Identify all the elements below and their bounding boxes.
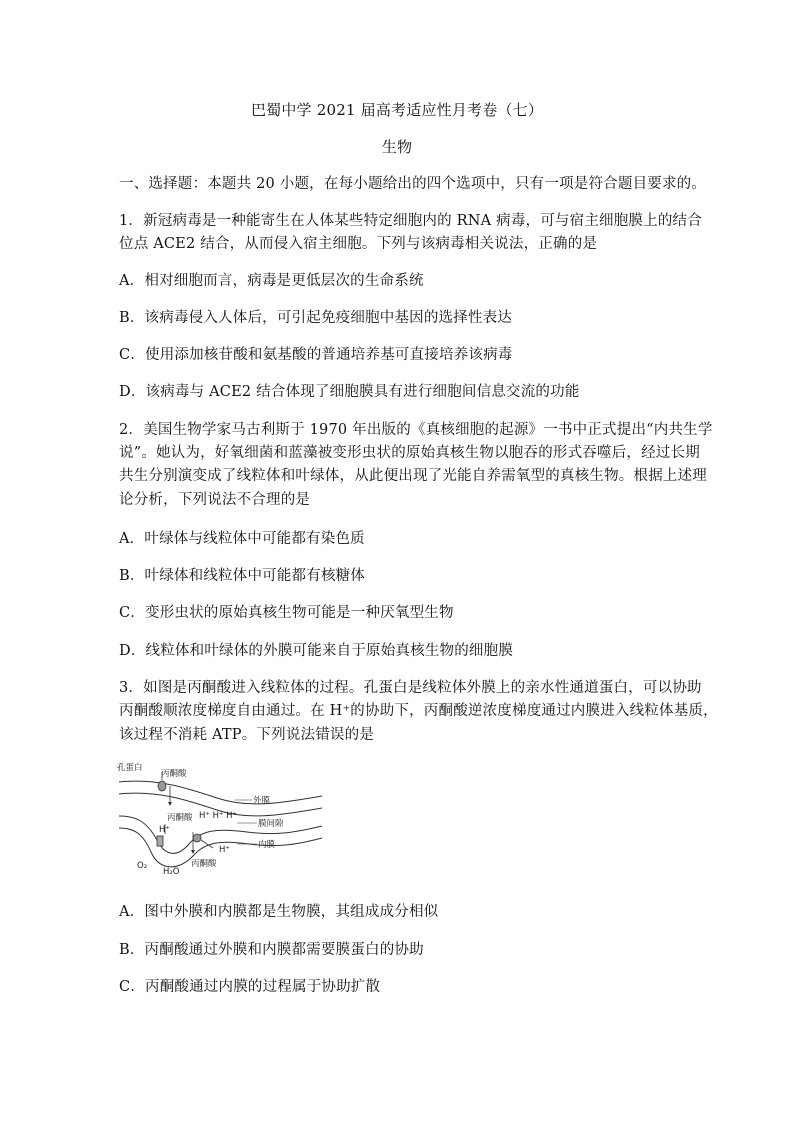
q3-option-b: B．丙酮酸通过外膜和内膜都需要膜蛋白的协助 [119, 942, 424, 958]
q2-stem-line: 2．美国生物学家马古利斯于 1970 年出版的《真核细胞的起源》一书中正式提出“内共生学 [119, 422, 713, 438]
q3-option-a: A．图中外膜和内膜都是生物膜，其组成成分相似 [119, 904, 439, 920]
q2-stem-line: 说”。她认为，好氧细菌和蓝藻被变形虫状的原始真核生物以胞吞的形式吞噬后，经过长期 [119, 445, 700, 461]
label-pyruvate-mid: 丙酮酸 [167, 813, 193, 823]
q1-stem-line: 1．新冠病毒是一种能寄生在人体某些特定细胞内的 RNA 病毒，可与宿主细胞膜上的结合 [119, 213, 702, 229]
label-h-mid: H⁺ H⁺ H⁺ [199, 811, 238, 821]
label-h2o: H₂O [163, 867, 180, 877]
q2-stem-line: 共生分别演变成了线粒体和叶绿体，从此便出现了光能自养需氧型的真核生物。根据上述理 [119, 468, 707, 484]
section-heading: 一、选择题：本题共 20 小题，在每小题给出的四个选项中，只有一项是符合题目要求的。 [119, 176, 707, 192]
q3-stem-line: 丙酮酸顺浓度梯度自由通过。在 H⁺的协助下，丙酮酸逆浓度梯度通过内膜进入线粒体基质， [119, 703, 718, 719]
label-porin: 孔蛋白 [117, 763, 143, 773]
label-intermembrane: 膜间隙 [258, 819, 284, 829]
label-outer-membrane: 外膜 [253, 796, 271, 806]
subject-title: 生物 [381, 138, 413, 156]
q2-option-d: D．线粒体和叶绿体的外膜可能来自于原始真核生物的细胞膜 [119, 643, 514, 659]
q1-option-a: A．相对细胞而言，病毒是更低层次的生命系统 [119, 273, 424, 289]
label-pyruvate-bottom: 丙酮酸 [191, 859, 217, 869]
q2-option-c: C．变形虫状的原始真核生物可能是一种厌氧型生物 [119, 605, 454, 621]
label-inner-membrane: 内膜 [258, 840, 276, 850]
q2-stem-line: 论分析，下列说法不合理的是 [119, 492, 311, 508]
q3-stem-line: 3．如图是丙酮酸进入线粒体的过程。孔蛋白是线粒体外膜上的亲水性通道蛋白，可以协助 [119, 680, 702, 696]
q1-stem-line: 位点 ACE2 结合，从而侵入宿主细胞。下列与该病毒相关说法，正确的是 [119, 236, 598, 252]
q1-option-b: B．该病毒侵入人体后，可引起免疫细胞中基因的选择性表达 [119, 310, 513, 326]
q2-option-b: B．叶绿体和线粒体中可能都有核糖体 [119, 568, 366, 584]
mitochondria-pyruvate-figure [117, 760, 327, 882]
label-h-right: H⁺ [219, 845, 230, 855]
label-h-left: H⁺ [159, 825, 170, 835]
q2-option-a: A．叶绿体与线粒体中可能都有染色质 [119, 531, 365, 547]
q3-option-c: C．丙酮酸通过内膜的过程属于协助扩散 [119, 979, 381, 995]
q1-option-d: D．该病毒与 ACE2 结合体现了细胞膜具有进行细胞间信息交流的功能 [119, 384, 580, 400]
q1-option-c: C．使用添加核苷酸和氨基酸的普通培养基可直接培养该病毒 [119, 347, 513, 363]
label-pyruvate-top: 丙酮酸 [161, 769, 187, 779]
q3-stem-line: 该过程不消耗 ATP。下列说法错误的是 [119, 727, 375, 743]
label-o2: O₂ [137, 861, 148, 871]
exam-title: 巴蜀中学 2021 届高考适应性月考卷（七） [250, 101, 544, 119]
